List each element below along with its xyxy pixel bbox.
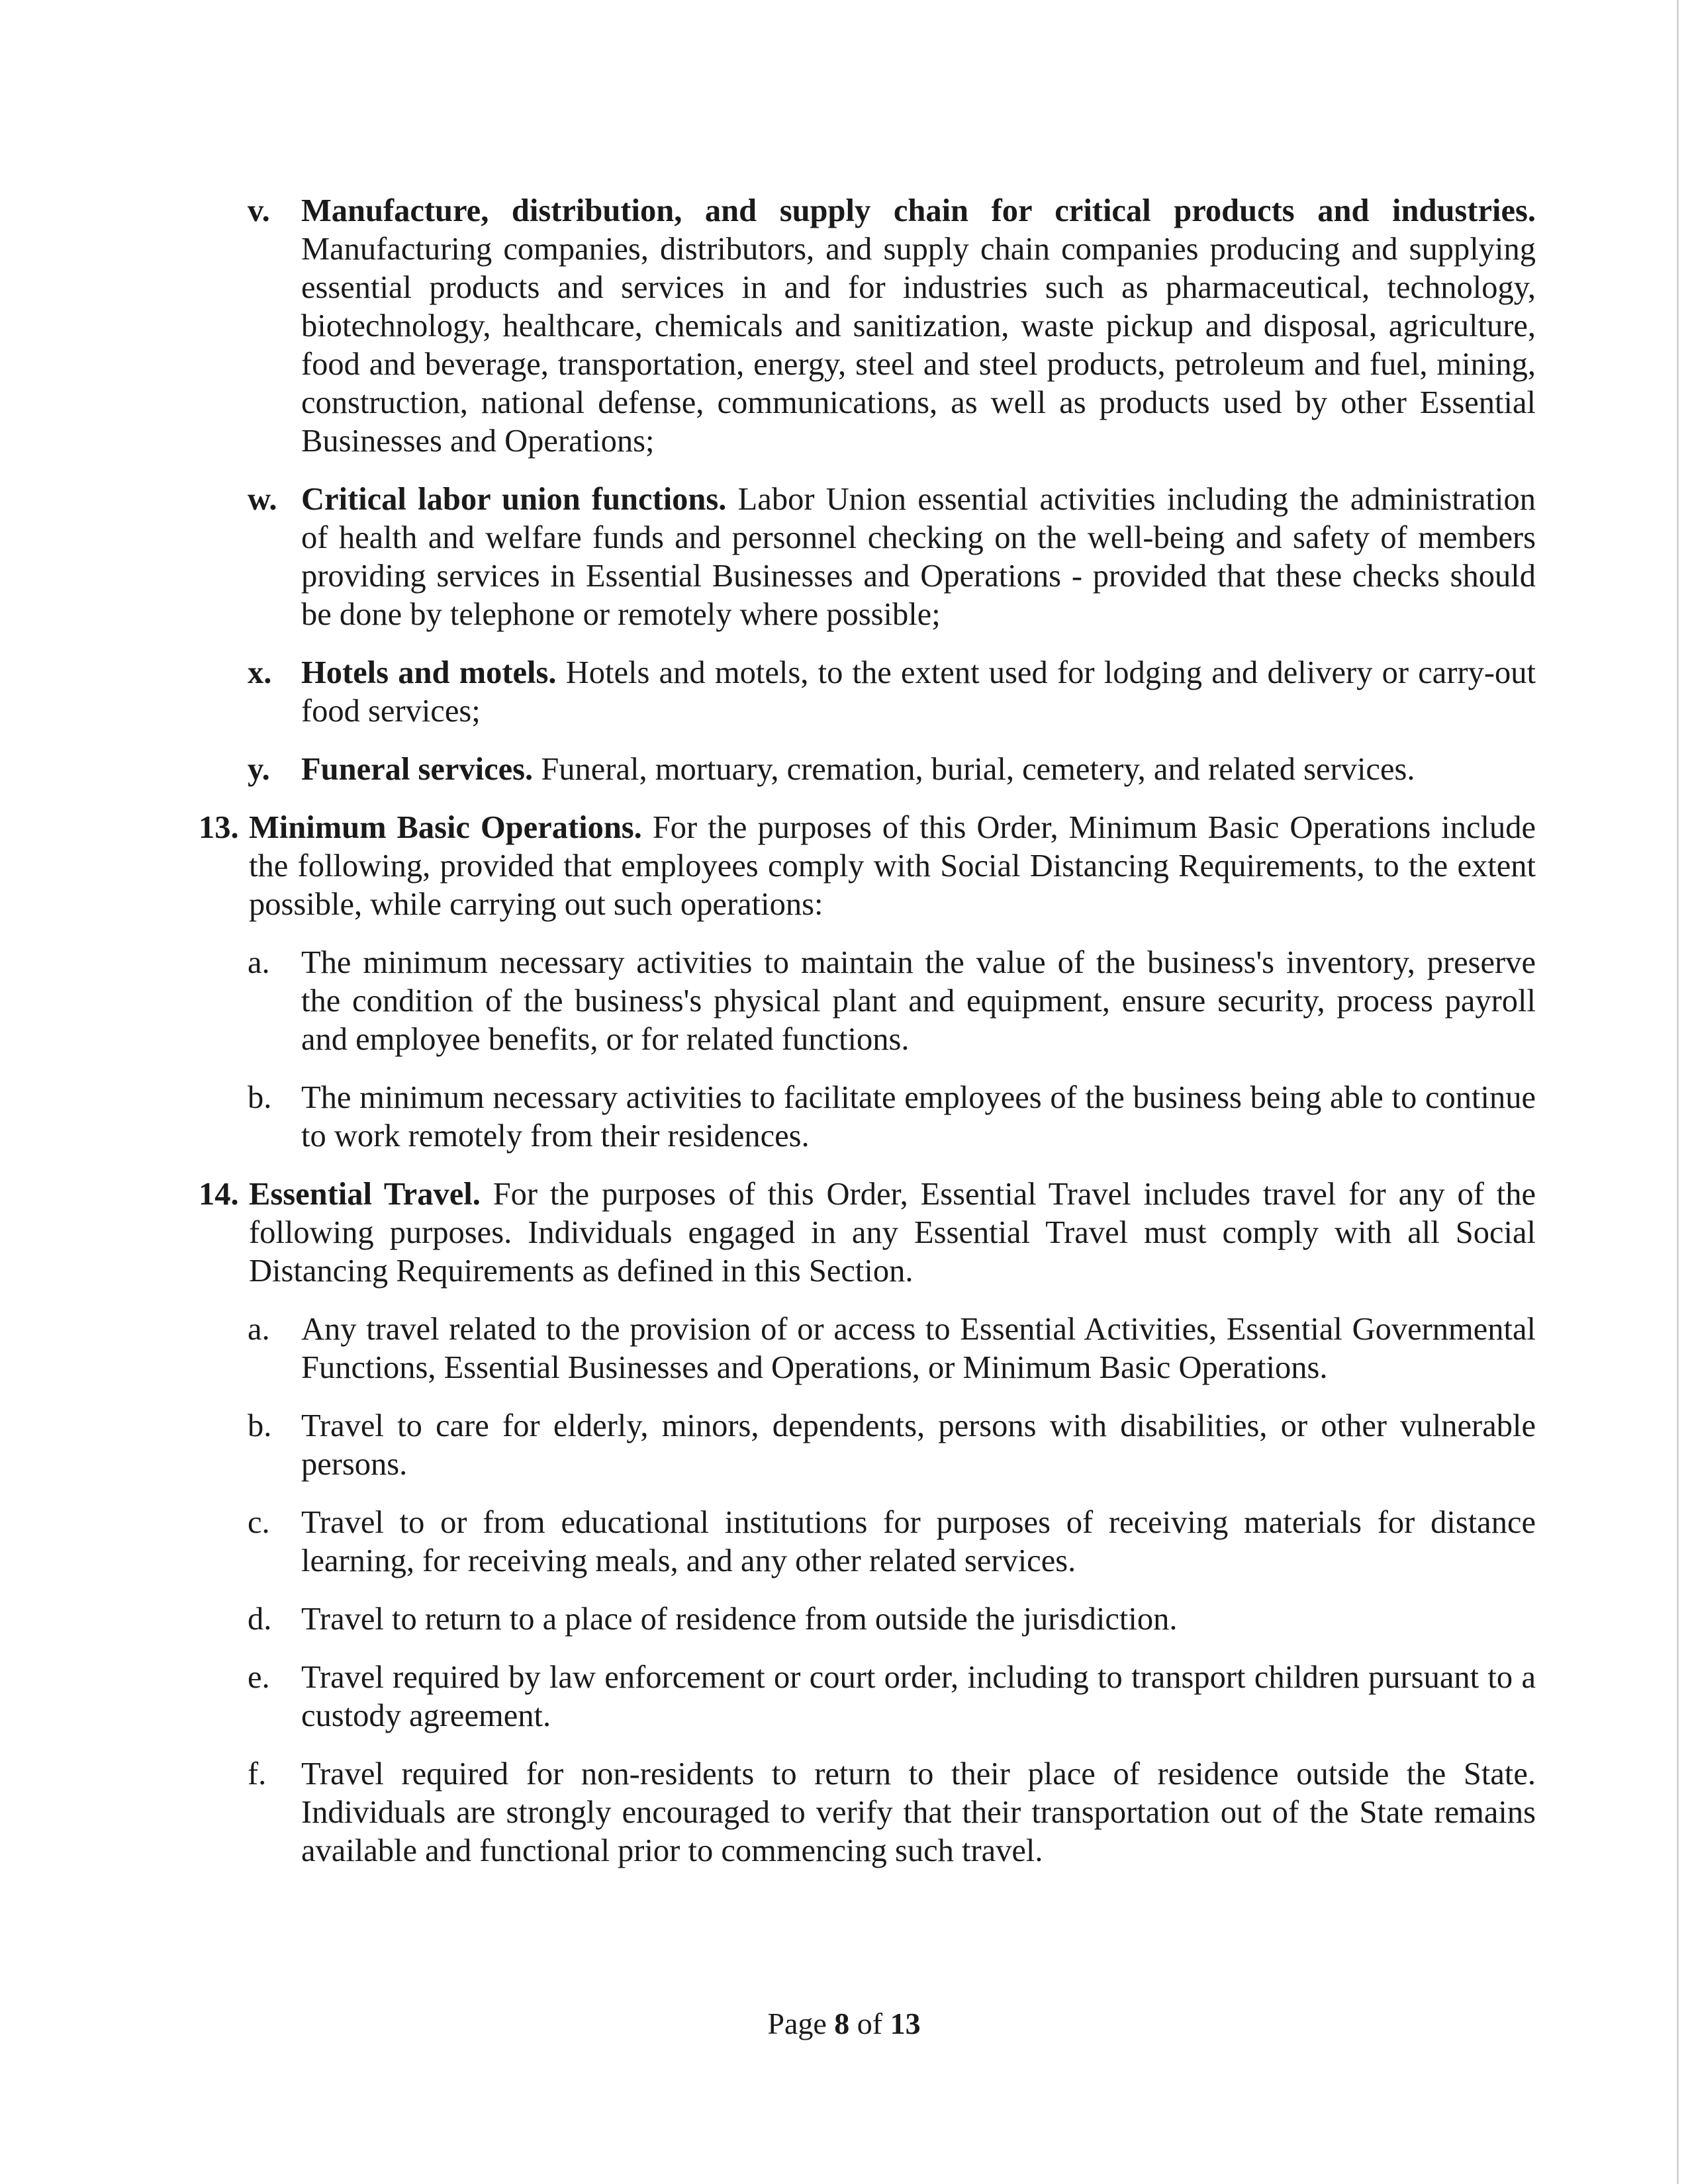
item-text: The minimum necessary activities to maintain the value of the business's inventory, preserve the condition of the business's physical plant and equipment, ensure security, process payroll and employee benefits, or for related functions. [301, 945, 1536, 1057]
section-number: 13. [199, 810, 239, 845]
section-13 [192, 809, 1536, 924]
section-body: For the purposes of this Order, Minimum Basic Operations include the following, provided that employees comply with Social Distancing Requirements, to the extent possible, while carrying out such operations: [249, 810, 1536, 922]
section-14-item-f [192, 1755, 1536, 1870]
item-marker: b. [248, 1408, 272, 1443]
current-page-number: 8 [834, 2007, 850, 2040]
section-14-item-d [192, 1600, 1536, 1639]
item-text: Any travel related to the provision of or access to Essential Activities, Essential Governmental Functions, Essential Businesses and Operations, or Minimum Basic Operations. [301, 1312, 1536, 1385]
total-page-count: 13 [890, 2007, 921, 2040]
section-14-item-b [192, 1407, 1536, 1484]
section-13-item-b [192, 1079, 1536, 1156]
section-14-item-e [192, 1659, 1536, 1735]
item-text: Travel to or from educational institutions for purposes of receiving materials for distance learning, for receiving meals, and any other related services. [301, 1505, 1536, 1578]
item-body: Labor Union essential activities including the administration of health and welfare funds and personnel checking on the well-being and safety of members providing services in Essential Businesses and Operations - provided that these checks should be done by telephone or remotely where possible; [301, 482, 1536, 632]
section-body: For the purposes of this Order, Essential Travel includes travel for any of the following purposes. Individuals engaged in any Essential Travel must comply with all Social Distancing Requirements as defined in this Section. [249, 1177, 1536, 1289]
list-item-y [192, 751, 1536, 789]
list-item-x [192, 654, 1536, 731]
item-heading: Hotels and motels. [301, 655, 557, 690]
page-of-label: of [857, 2007, 883, 2040]
section-14 [192, 1175, 1536, 1291]
item-heading: Manufacture, distribution, and supply chain for critical products and industries. [301, 193, 1536, 228]
scan-edge-line [1677, 0, 1679, 2184]
section-number: 14. [199, 1177, 239, 1212]
item-marker: x. [248, 655, 272, 690]
page-footer [0, 2005, 1688, 2042]
section-heading: Essential Travel. [249, 1177, 481, 1212]
item-text: The minimum necessary activities to facilitate employees of the business being able to continue to work remotely from their residences. [301, 1080, 1536, 1154]
item-marker: a. [248, 945, 270, 980]
item-heading: Funeral services. [301, 752, 534, 787]
section-heading: Minimum Basic Operations. [249, 810, 642, 845]
item-marker: w. [248, 482, 277, 517]
section-14-item-a [192, 1310, 1536, 1387]
item-marker: b. [248, 1080, 272, 1115]
item-text: Travel required for non-residents to return to their place of residence outside the State. Individuals are strongly encouraged to verify that their transportation out of the State remains available and functional prior to commencing such travel. [301, 1756, 1536, 1868]
list-item-w [192, 480, 1536, 634]
item-body: Funeral, mortuary, cremation, burial, cemetery, and related services. [541, 752, 1415, 787]
item-marker: d. [248, 1602, 272, 1637]
list-item-v [192, 192, 1536, 461]
item-body: Manufacturing companies, distributors, and supply chain companies producing and supplying essential products and services in and for industries such as pharmaceutical, technology, biotechnology, healthcare, chemicals and sanitization, waste pickup and disposal, agriculture, food and beverage, transportation, energy, steel and steel products, petroleum and fuel, mining, construction, national defense, communications, as well as products used by other Essential Businesses and Operations; [301, 232, 1536, 459]
section-14-item-c [192, 1504, 1536, 1580]
page-content [192, 192, 1536, 1870]
item-marker: e. [248, 1660, 270, 1695]
item-heading: Critical labor union functions. [301, 482, 727, 517]
item-text: Travel to care for elderly, minors, dependents, persons with disabilities, or other vulnerable persons. [301, 1408, 1536, 1482]
item-marker: f. [248, 1756, 267, 1792]
item-text: Travel required by law enforcement or court order, including to transport children pursuant to a custody agreement. [301, 1660, 1536, 1733]
item-marker: c. [248, 1505, 270, 1540]
section-13-item-a [192, 944, 1536, 1059]
item-body: Hotels and motels, to the extent used for lodging and delivery or carry-out food services; [301, 655, 1536, 729]
item-marker: a. [248, 1312, 270, 1347]
item-marker: y. [248, 752, 270, 787]
item-text: Travel to return to a place of residence from outside the jurisdiction. [301, 1602, 1178, 1637]
page-label: Page [767, 2007, 827, 2040]
item-marker: v. [248, 193, 270, 228]
